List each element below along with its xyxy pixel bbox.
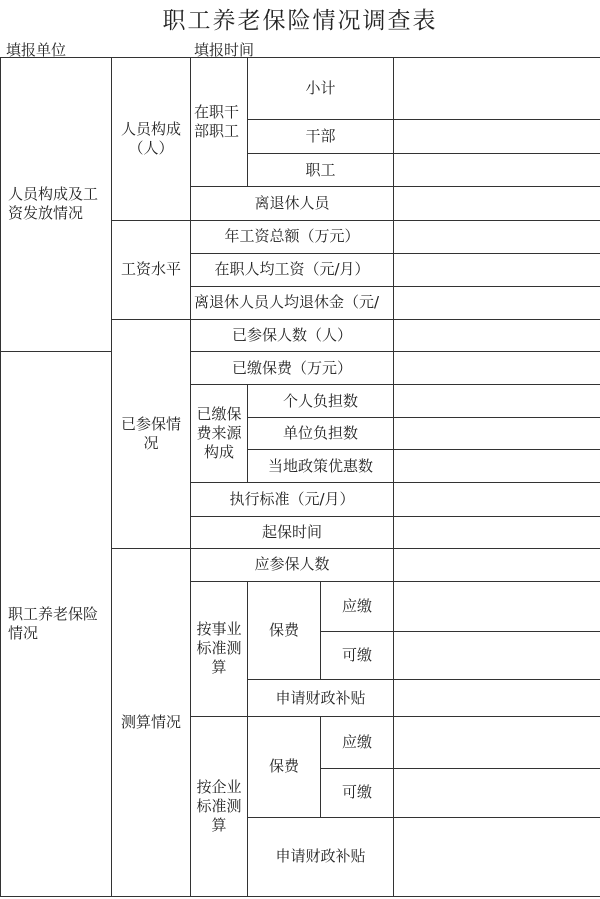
retired-label: 离退休人员 <box>191 187 394 220</box>
execution-standard-value-cell[interactable] <box>394 483 600 516</box>
premium-source-label: 已缴保费来源构成 <box>191 385 248 483</box>
calculation-label: 测算情况 <box>112 548 191 896</box>
should-insure-count-label: 应参保人数 <box>191 548 394 581</box>
time-label: 填报时间 <box>194 41 255 59</box>
subtotal-label: 小计 <box>248 58 394 120</box>
worker-label: 职工 <box>248 154 394 187</box>
enterprise-standard-label: 按企业标准测算 <box>191 717 248 897</box>
should-insure-count-value-cell[interactable] <box>394 548 600 581</box>
enterprise-subsidy-value-cell[interactable] <box>394 817 600 896</box>
enterprise-can-pay-value-cell[interactable] <box>394 769 600 817</box>
insurance-start-time-value-cell[interactable] <box>394 516 600 548</box>
institution-due-label: 应缴 <box>321 581 394 631</box>
execution-standard-label: 执行标准（元/月） <box>191 483 394 516</box>
institution-standard-label: 按事业标准测算 <box>191 581 248 716</box>
policy-discount-value-cell[interactable] <box>394 450 600 483</box>
section-pension-label: 职工养老保险情况 <box>1 351 112 896</box>
section-staff-wage-label: 人员构成及工资发放情况 <box>1 58 112 352</box>
policy-discount-label: 当地政策优惠数 <box>248 450 394 483</box>
institution-premium-label: 保费 <box>248 581 321 679</box>
retired-value-cell[interactable] <box>394 187 600 220</box>
enterprise-can-pay-label: 可缴 <box>321 769 394 817</box>
enterprise-due-label: 应缴 <box>321 717 394 769</box>
insured-status-label: 已参保情况 <box>112 319 191 548</box>
insurance-start-time-label: 起保时间 <box>191 516 394 548</box>
avg-pension-label: 离退休人员人均退休金（元/ <box>191 286 394 319</box>
form-title: 职工养老保险情况调查表 <box>162 8 438 34</box>
insured-count-label: 已参保人数（人） <box>191 319 394 351</box>
institution-can-pay-value-cell[interactable] <box>394 631 600 679</box>
worker-value-cell[interactable] <box>394 154 600 187</box>
wage-level-label: 工资水平 <box>112 220 191 319</box>
avg-pension-value-cell[interactable] <box>394 286 600 319</box>
insured-count-value-cell[interactable] <box>394 319 600 351</box>
annual-wage-total-value-cell[interactable] <box>394 220 600 253</box>
institution-due-value-cell[interactable] <box>394 581 600 631</box>
institution-subsidy-value-cell[interactable] <box>394 680 600 717</box>
enterprise-subsidy-label: 申请财政补贴 <box>248 817 394 896</box>
unit-label: 填报单位 <box>6 41 67 59</box>
personal-share-value-cell[interactable] <box>394 385 600 418</box>
unit-share-label: 单位负担数 <box>248 418 394 450</box>
enterprise-due-value-cell[interactable] <box>394 717 600 769</box>
cadre-value-cell[interactable] <box>394 120 600 154</box>
survey-table <box>0 57 600 897</box>
personal-share-label: 个人负担数 <box>248 385 394 418</box>
subtotal-value-cell[interactable] <box>394 58 600 120</box>
avg-active-wage-value-cell[interactable] <box>394 253 600 286</box>
annual-wage-total-label: 年工资总额（万元） <box>191 220 394 253</box>
unit-share-value-cell[interactable] <box>394 418 600 450</box>
on-duty-staff-label: 在职干部职工 <box>191 58 248 187</box>
enterprise-premium-label: 保费 <box>248 717 321 817</box>
avg-active-wage-label: 在职人均工资（元/月） <box>191 253 394 286</box>
institution-subsidy-label: 申请财政补贴 <box>248 680 394 717</box>
cadre-label: 干部 <box>248 120 394 154</box>
institution-can-pay-label: 可缴 <box>321 631 394 679</box>
paid-premium-label: 已缴保费（万元） <box>191 351 394 384</box>
paid-premium-value-cell[interactable] <box>394 351 600 384</box>
staff-composition-label: 人员构成（人） <box>112 58 191 221</box>
